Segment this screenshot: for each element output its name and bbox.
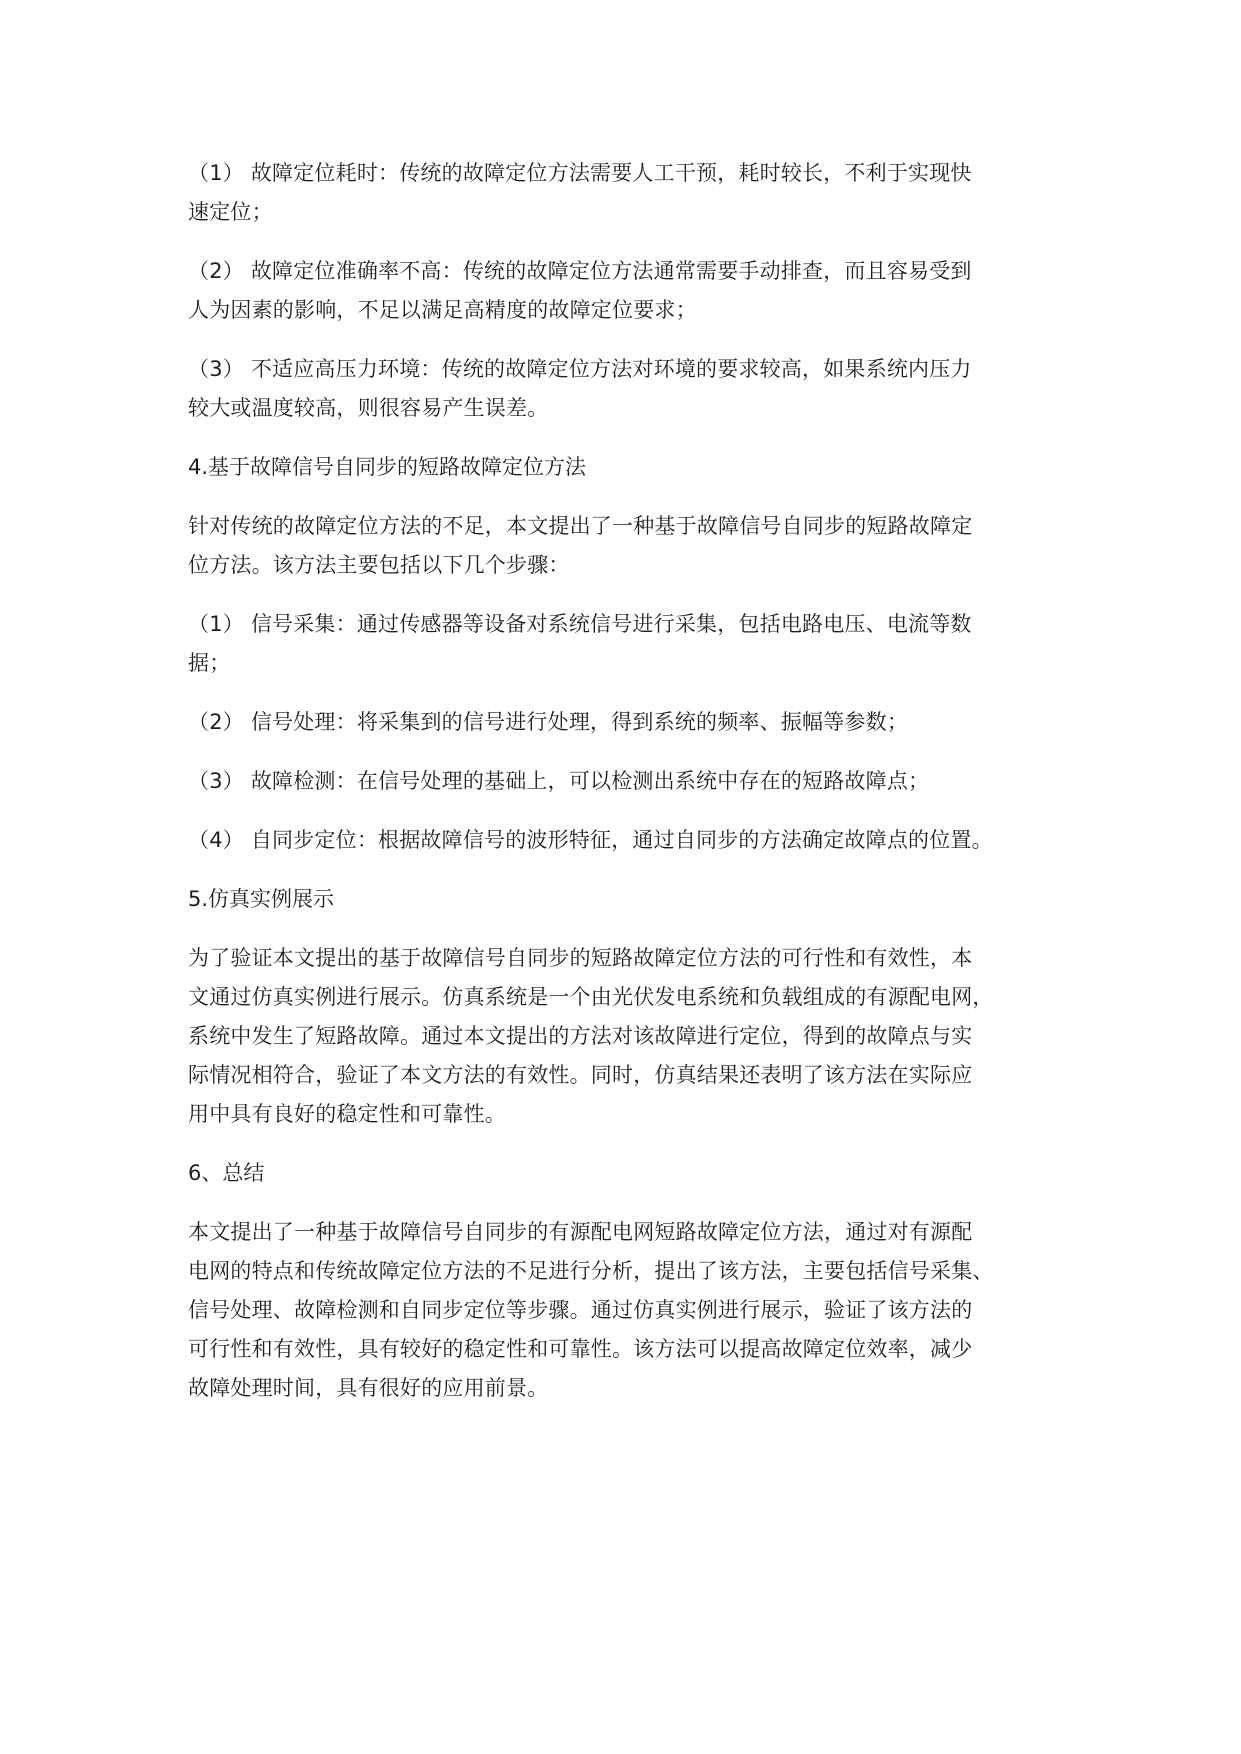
paragraph-line: 可行性和有效性，具有较好的稳定性和可靠性。该方法可以提高故障定位效率，减少	[188, 1337, 973, 1361]
paragraph-line: 速定位；	[188, 200, 273, 224]
section-heading: 4.基于故障信号自同步的短路故障定位方法	[188, 455, 587, 479]
paragraph	[188, 252, 1083, 330]
paragraph-line: 位方法。该方法主要包括以下几个步骤：	[188, 553, 570, 577]
paragraph	[188, 350, 1083, 428]
paragraph	[188, 507, 1083, 585]
paragraph	[188, 821, 1083, 860]
section-heading: 6、总结	[188, 1161, 265, 1185]
paragraph-line: 文通过仿真实例进行展示。仿真系统是一个由光伏发电系统和负载组成的有源配电网，	[188, 985, 994, 1009]
paragraph	[188, 1213, 1083, 1408]
paragraph-line: （2） 信号处理：将采集到的信号进行处理，得到系统的频率、振幅等参数；	[188, 710, 909, 734]
document-page	[188, 154, 1083, 1428]
paragraph	[188, 939, 1083, 1134]
paragraph-line: 用中具有良好的稳定性和可靠性。	[188, 1102, 506, 1126]
paragraph-line: 本文提出了一种基于故障信号自同步的有源配电网短路故障定位方法，通过对有源配	[188, 1220, 973, 1244]
paragraph-line: 际情况相符合，验证了本文方法的有效性。同时，仿真结果还表明了该方法在实际应	[188, 1063, 973, 1087]
section-heading: 5.仿真实例展示	[188, 887, 335, 911]
paragraph	[188, 154, 1083, 232]
paragraph-line: 较大或温度较高，则很容易产生误差。	[188, 396, 549, 420]
paragraph-line: （2） 故障定位准确率不高：传统的故障定位方法通常需要手动排查，而且容易受到	[188, 259, 972, 283]
paragraph-line: （3） 故障检测：在信号处理的基础上，可以检测出系统中存在的短路故障点；	[188, 769, 930, 793]
paragraph-line: 电网的特点和传统故障定位方法的不足进行分析，提出了该方法，主要包括信号采集、	[188, 1259, 994, 1283]
paragraph-line: （1） 故障定位耗时：传统的故障定位方法需要人工干预，耗时较长，不利于实现快	[188, 161, 972, 185]
paragraph	[188, 762, 1083, 801]
paragraph	[188, 605, 1083, 683]
paragraph-line: （3） 不适应高压力环境：传统的故障定位方法对环境的要求较高，如果系统内压力	[188, 357, 972, 381]
paragraph-line: （4） 自同步定位：根据故障信号的波形特征，通过自同步的方法确定故障点的位置。	[188, 828, 993, 852]
paragraph-line: （1） 信号采集：通过传感器等设备对系统信号进行采集，包括电路电压、电流等数	[188, 612, 972, 636]
paragraph-line: 信号处理、故障检测和自同步定位等步骤。通过仿真实例进行展示，验证了该方法的	[188, 1298, 973, 1322]
paragraph	[188, 703, 1083, 742]
paragraph-line: 据；	[188, 651, 231, 675]
paragraph-line: 系统中发生了短路故障。通过本文提出的方法对该故障进行定位，得到的故障点与实	[188, 1024, 973, 1048]
paragraph-line: 为了验证本文提出的基于故障信号自同步的短路故障定位方法的可行性和有效性，本	[188, 946, 973, 970]
paragraph-line: 故障处理时间，具有很好的应用前景。	[188, 1376, 549, 1400]
paragraph-line: 针对传统的故障定位方法的不足，本文提出了一种基于故障信号自同步的短路故障定	[188, 514, 973, 538]
paragraph-line: 人为因素的影响，不足以满足高精度的故障定位要求；	[188, 298, 697, 322]
